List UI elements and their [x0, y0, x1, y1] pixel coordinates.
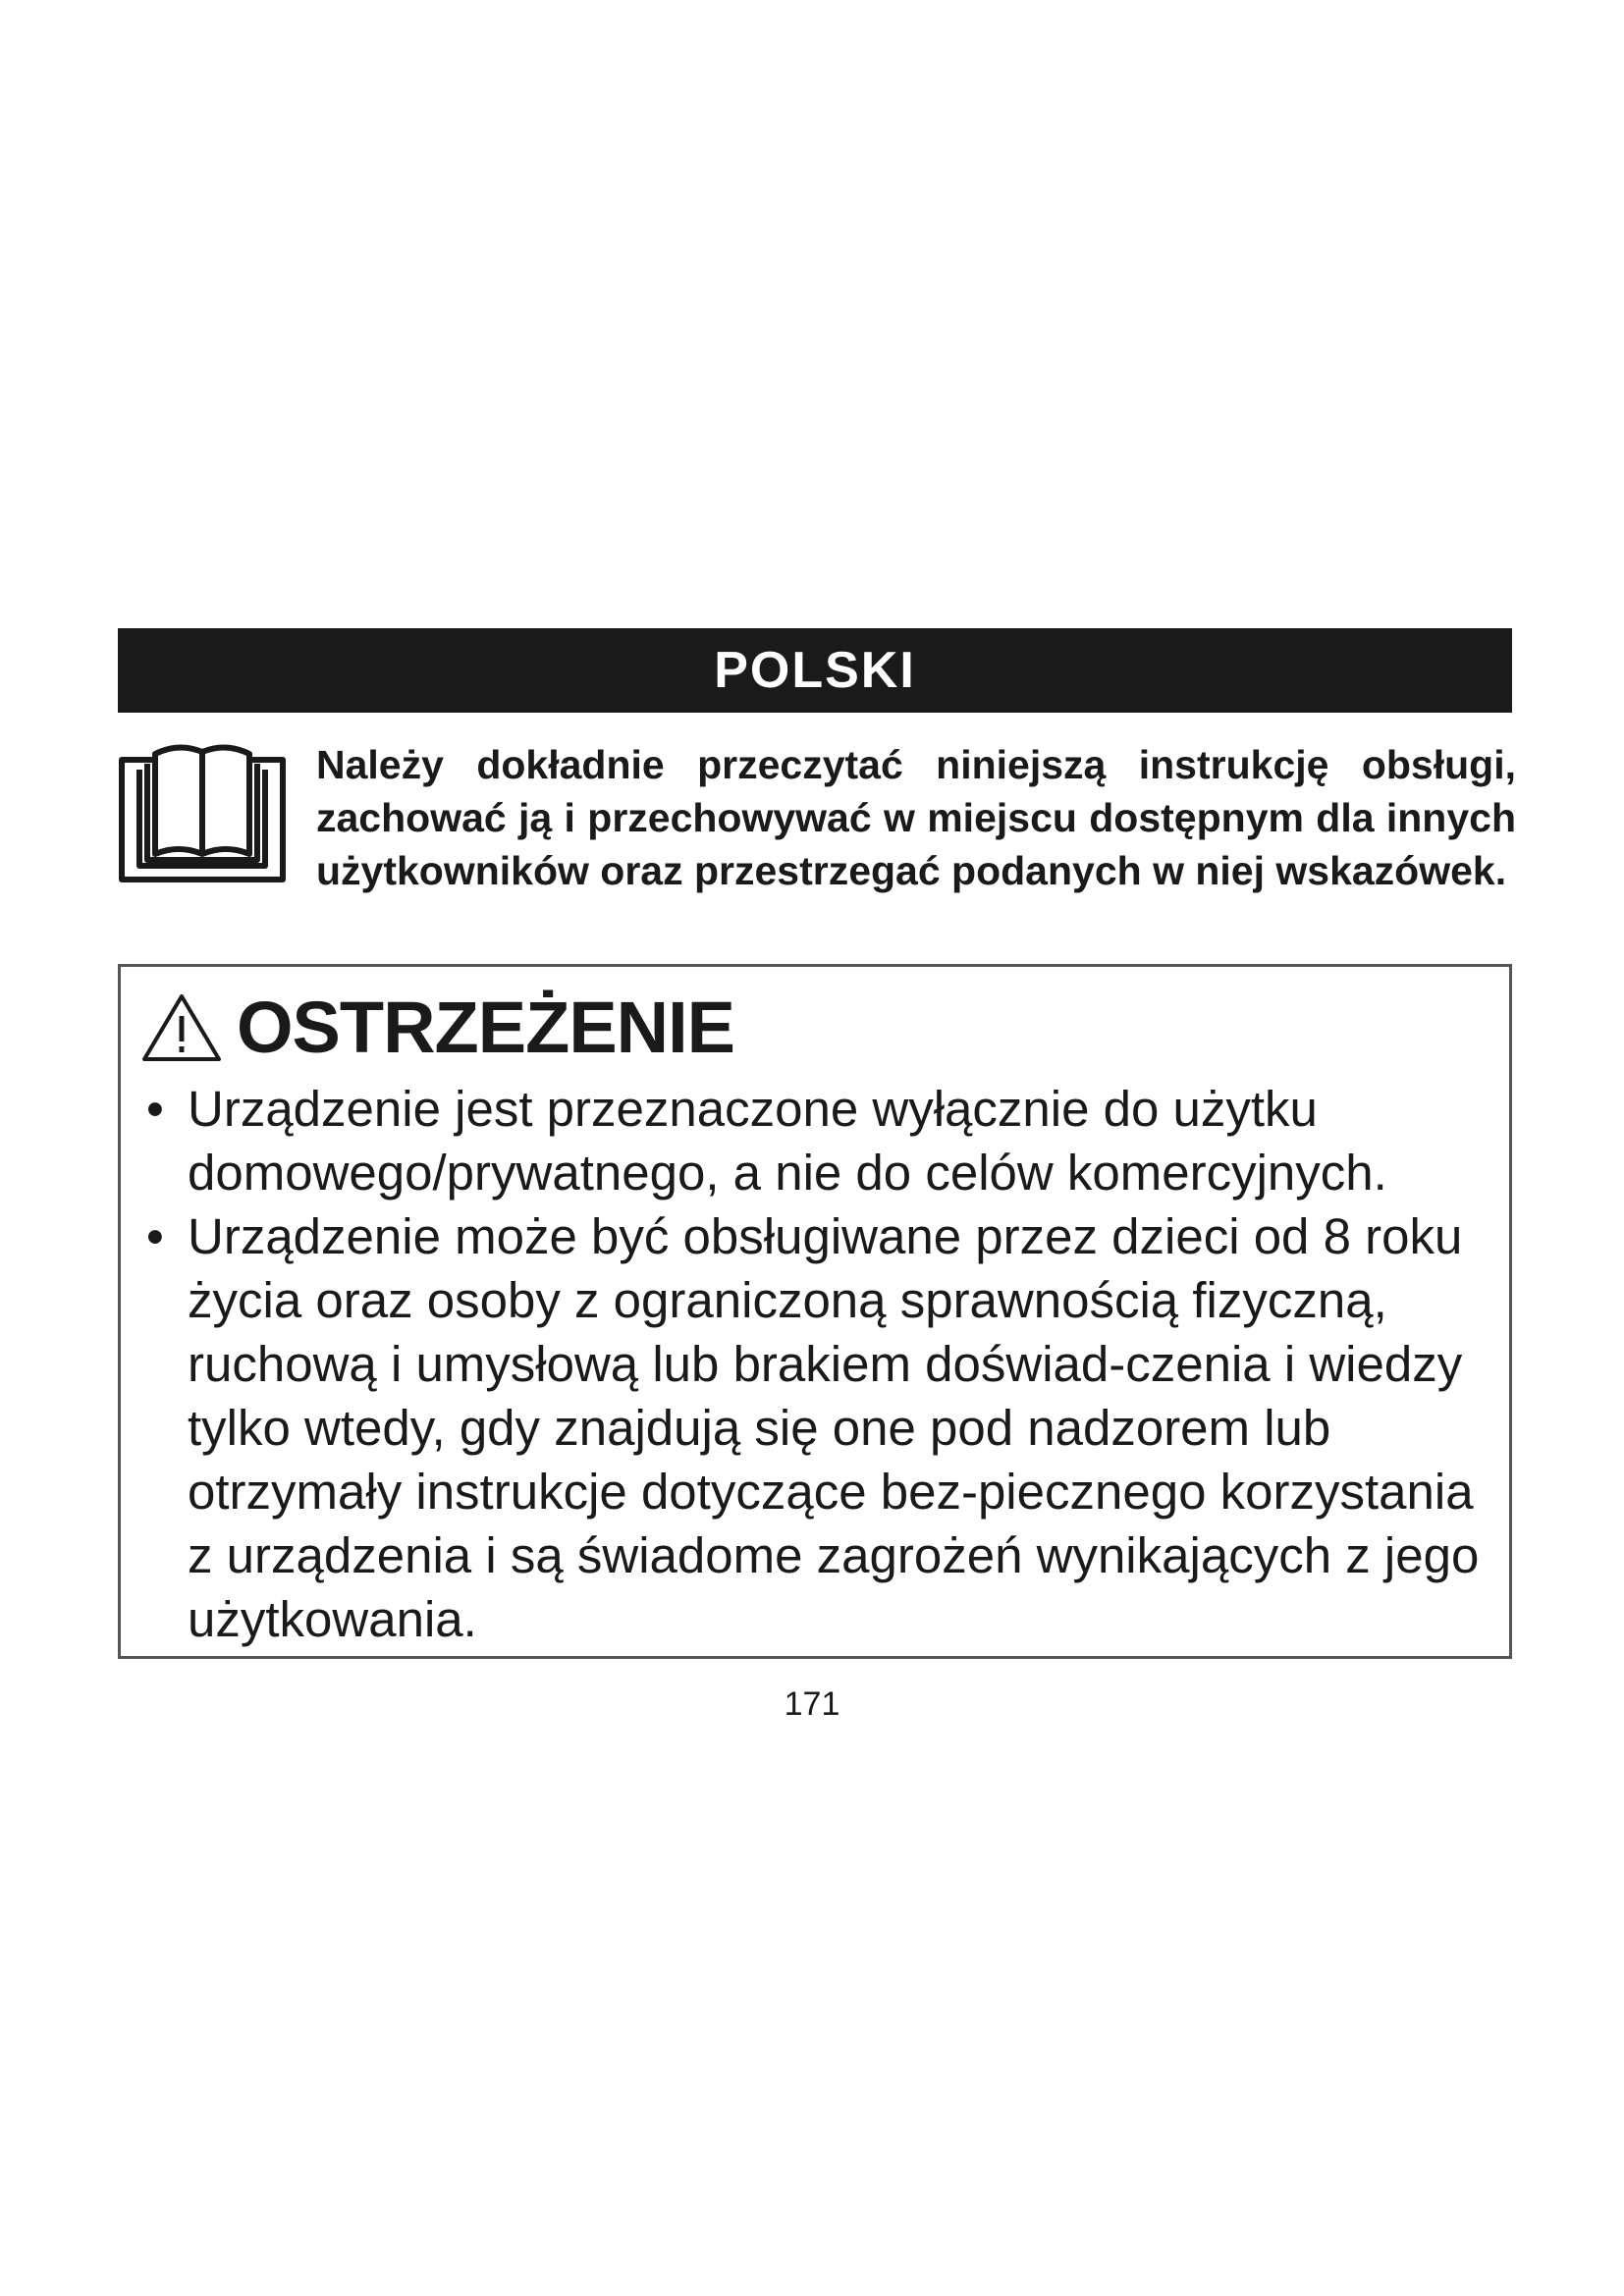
warning-title: OSTRZEŻENIE — [237, 987, 735, 1068]
warning-heading — [140, 988, 734, 1067]
warning-item-text: Urządzenie jest przeznaczone wyłącznie do użytku domowego/prywatnego, a nie do celów komercyjnych. — [188, 1081, 1387, 1201]
warning-list — [140, 1077, 1486, 1651]
bullet: • — [146, 1081, 164, 1137]
page-number: 171 — [784, 1685, 840, 1723]
list-item — [140, 1204, 1486, 1651]
language-header — [118, 628, 1512, 713]
warning-triangle-icon — [140, 992, 223, 1063]
open-book-icon — [118, 736, 287, 883]
list-item — [140, 1077, 1486, 1204]
warning-item-text: Urządzenie może być obsługiwane przez dzieci od 8 roku życia oraz osoby z ograniczoną sprawnością fizyczną, ruchową i umysłową lub brakiem doświad-czenia i wiedzy tylko wtedy, gdy znajdują się one pod nadzorem lub otrzymały instrukcje dotyczące bez-piecznego korzystania z urządzenia i są świadome zagrożeń wynikających z jego użytkowania. — [188, 1208, 1480, 1647]
bullet: • — [146, 1208, 164, 1264]
language-title: POLSKI — [714, 642, 916, 699]
warning-box — [118, 964, 1512, 1659]
read-instructions-note: Należy dokładnie przeczytać niniejszą instrukcję obsługi, zachować ją i przechowywać w miejscu dostępnym dla innych użytkowników oraz przestrzegać podanych w niej wskazówek. — [316, 742, 1516, 893]
